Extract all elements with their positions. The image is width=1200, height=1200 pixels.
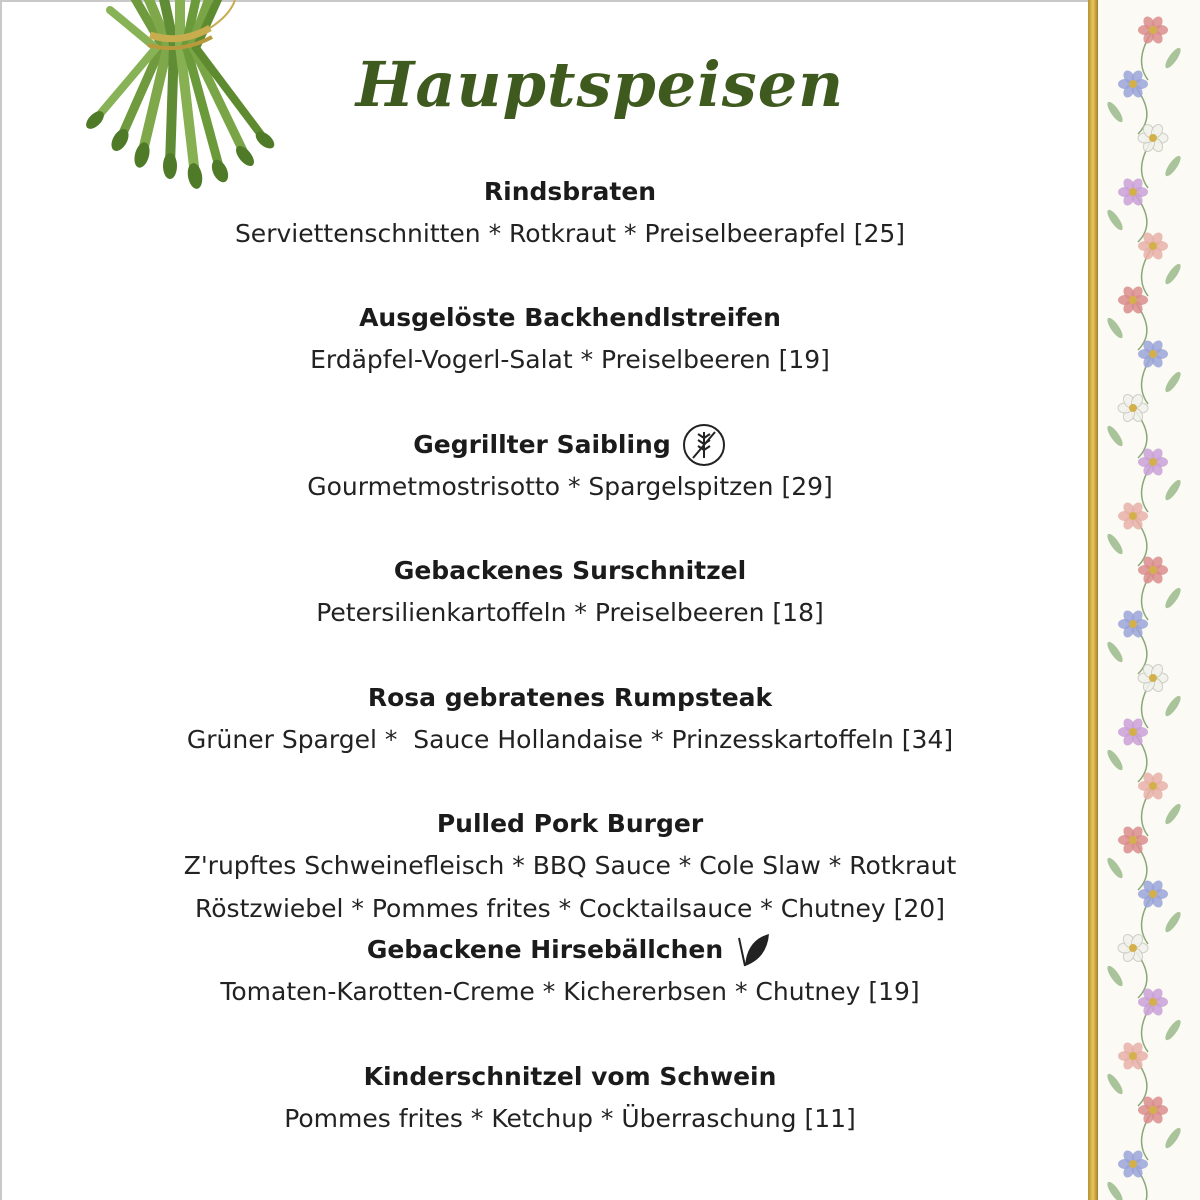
menu-list: [70, 172, 1070, 1183]
dish-name-row: [70, 172, 1070, 212]
dish-description: Pommes frites * Ketchup * Überraschung [11]: [284, 1103, 856, 1133]
gold-border: [1088, 0, 1098, 1200]
menu-item: [70, 930, 1070, 1056]
dish-name: Gebackenes Surschnitzel: [393, 556, 747, 586]
dish-name: Ausgelöste Backhendlstreifen: [359, 303, 781, 333]
dish-name: Gebackene Hirsebällchen: [366, 935, 724, 965]
menu-item: [70, 1057, 1070, 1183]
menu-item: [70, 298, 1070, 424]
dish-description: Röstzwiebel * Pommes frites * Cocktailsauce * Chutney [20]: [195, 893, 945, 923]
dish-name: Gegrillter Saibling: [413, 429, 671, 459]
menu-item: [70, 425, 1070, 551]
gluten-free-icon: [681, 422, 727, 468]
dish-description: Erdäpfel-Vogerl-Salat * Preiselbeeren [19]: [310, 345, 830, 375]
menu-item: [70, 551, 1070, 677]
dish-description: Gourmetmostrisotto * Spargelspitzen [29]: [307, 471, 833, 501]
dish-name-row: [70, 930, 1070, 970]
dish-name-row: [70, 1057, 1070, 1097]
dish-name: Rindsbraten: [483, 177, 657, 206]
menu-item: [70, 678, 1070, 804]
dish-description: Serviettenschnitten * Rotkraut * Preiselbeerapfel [25]: [234, 219, 906, 248]
dish-description: Z'rupftes Schweinefleisch * BBQ Sauce * Cole Slaw * Rotkraut: [183, 850, 957, 880]
menu-item: [70, 804, 1070, 930]
dish-description: Petersilienkartoffeln * Preiselbeeren [18]: [316, 598, 824, 628]
dish-name-row: [70, 551, 1070, 591]
menu-item: [70, 172, 1070, 298]
dish-name-row: [70, 804, 1070, 844]
dish-name-row: [70, 298, 1070, 338]
page-title: Hauptspeisen: [355, 48, 845, 121]
dish-name: Kinderschnitzel vom Schwein: [363, 1061, 777, 1091]
vegan-leaf-icon: [733, 930, 773, 970]
floral-border: [1098, 0, 1200, 1200]
dish-name-row: [70, 425, 1070, 465]
dish-name: Pulled Pork Burger: [436, 808, 704, 838]
dish-description: Tomaten-Karotten-Creme * Kichererbsen * Chutney [19]: [220, 977, 920, 1007]
dish-name: Rosa gebratenes Rumpsteak: [367, 682, 773, 712]
dish-name-row: [70, 678, 1070, 718]
dish-description: Grüner Spargel * Sauce Hollandaise * Prinzesskartoffeln [34]: [186, 724, 954, 754]
